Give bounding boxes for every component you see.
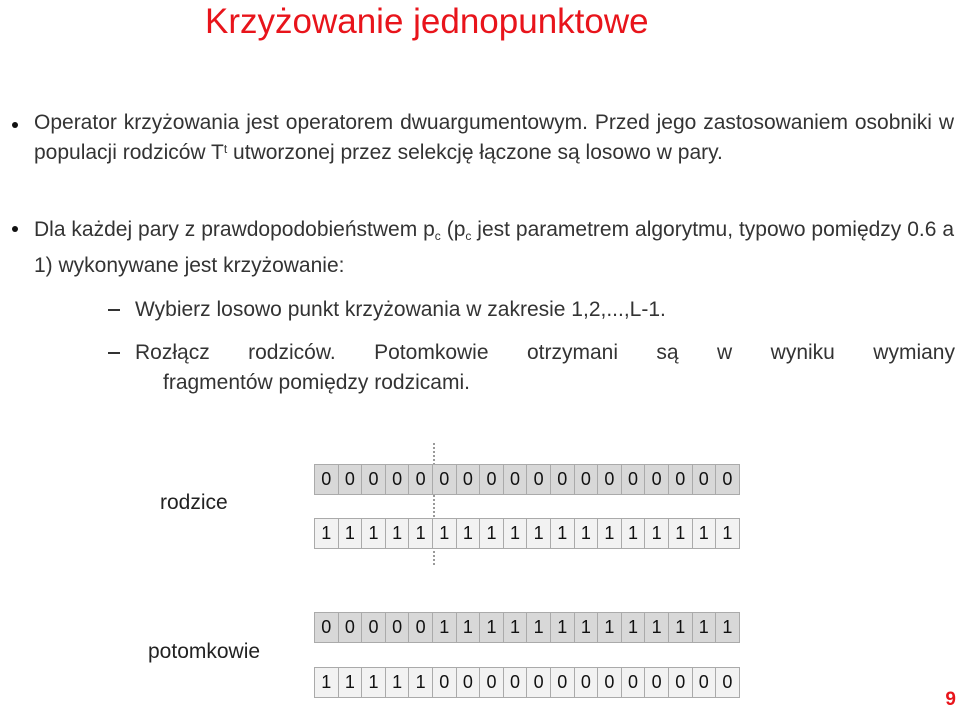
bullet-2-subscript-2: c (465, 229, 472, 243)
child-2-chromosome (314, 667, 740, 698)
gene-cell: 1 (433, 613, 457, 642)
gene-cell: 0 (386, 613, 410, 642)
bullet-1-tail: utworzonej przez selekcję łączone są losowo w pary. (227, 141, 723, 164)
subitem-dash-2 (108, 352, 120, 354)
gene-cell: 1 (386, 519, 410, 548)
gene-cell: 0 (716, 668, 739, 697)
gene-cell: 0 (457, 465, 481, 494)
subitem-dash-1 (108, 309, 120, 311)
gene-cell: 0 (622, 668, 646, 697)
gene-cell: 1 (551, 613, 575, 642)
subitem-1-text: Wybierz losowo punkt krzyżowania w zakresie 1,2,...,L-1. (135, 298, 666, 321)
gene-cell: 0 (645, 465, 669, 494)
gene-cell: 1 (551, 519, 575, 548)
gene-cell: 1 (645, 519, 669, 548)
gene-cell: 0 (409, 465, 433, 494)
gene-cell: 1 (480, 613, 504, 642)
gene-cell: 1 (409, 668, 433, 697)
gene-cell: 1 (386, 668, 410, 697)
gene-cell: 0 (480, 465, 504, 494)
gene-cell: 0 (575, 668, 599, 697)
slide-title: Krzyżowanie jednopunktowe (205, 2, 649, 41)
gene-cell: 1 (339, 519, 363, 548)
gene-cell: 1 (315, 668, 339, 697)
gene-cell: 0 (575, 465, 599, 494)
gene-cell: 0 (433, 668, 457, 697)
gene-cell: 1 (504, 519, 528, 548)
subitem-2-line-2: fragmentów pomiędzy rodzicami. (163, 371, 470, 394)
gene-cell: 0 (716, 465, 739, 494)
gene-cell: 1 (693, 613, 717, 642)
gene-cell: 0 (362, 465, 386, 494)
bullet-dot-1 (12, 122, 18, 128)
gene-cell: 0 (480, 668, 504, 697)
gene-cell: 1 (575, 519, 599, 548)
subitem-2-line-1: Rozłącz rodziców. Potomkowie otrzymani są w wyniku wymiany (135, 341, 955, 364)
gene-cell: 0 (433, 465, 457, 494)
gene-cell: 0 (551, 668, 575, 697)
parent-1-chromosome (314, 464, 740, 495)
gene-cell: 0 (527, 465, 551, 494)
gene-cell: 1 (645, 613, 669, 642)
bullet-2-mid: (p (440, 218, 466, 241)
gene-cell: 1 (480, 519, 504, 548)
gene-cell: 1 (409, 519, 433, 548)
gene-cell: 0 (598, 668, 622, 697)
gene-cell: 1 (457, 519, 481, 548)
gene-cell: 0 (457, 668, 481, 697)
bullet-1-text (34, 108, 954, 168)
bullet-2-text (34, 212, 954, 284)
bullet-dot-2 (12, 226, 18, 232)
bullet-1-main: Operator krzyżowania jest operatorem dwuargumentowym. Przed jego zastosowaniem osobniki w populacji rodziców T (34, 111, 954, 164)
gene-cell: 0 (409, 613, 433, 642)
gene-cell: 1 (362, 519, 386, 548)
gene-cell: 1 (669, 613, 693, 642)
gene-cell: 1 (527, 613, 551, 642)
gene-cell: 1 (575, 613, 599, 642)
children-label: potomkowie (148, 640, 261, 663)
gene-cell: 0 (504, 465, 528, 494)
gene-cell: 0 (669, 668, 693, 697)
gene-cell: 0 (598, 465, 622, 494)
gene-cell: 1 (716, 519, 739, 548)
gene-cell: 0 (339, 465, 363, 494)
bullet-2-pre: Dla każdej pary z prawdopodobieństwem p (34, 218, 435, 241)
gene-cell: 0 (362, 613, 386, 642)
gene-cell: 0 (645, 668, 669, 697)
parents-label: rodzice (160, 491, 228, 514)
gene-cell: 0 (693, 465, 717, 494)
gene-cell: 1 (622, 613, 646, 642)
gene-cell: 1 (716, 613, 739, 642)
gene-cell: 1 (457, 613, 481, 642)
bullet-2-post: jest parametrem algorytmu, typowo pomiędzy 0.6 a 1) wykonywane jest krzyżowanie: (34, 218, 955, 277)
gene-cell: 0 (527, 668, 551, 697)
gene-cell: 1 (669, 519, 693, 548)
gene-cell: 1 (598, 519, 622, 548)
gene-cell: 0 (551, 465, 575, 494)
bullet-1-superscript: t (223, 142, 228, 156)
gene-cell: 0 (622, 465, 646, 494)
gene-cell: 1 (598, 613, 622, 642)
gene-cell: 0 (504, 668, 528, 697)
gene-cell: 1 (504, 613, 528, 642)
gene-cell: 0 (315, 613, 339, 642)
bullet-2-subscript-1: c (434, 229, 441, 243)
gene-cell: 1 (315, 519, 339, 548)
page-number: 9 (945, 689, 956, 710)
gene-cell: 0 (669, 465, 693, 494)
gene-cell: 1 (693, 519, 717, 548)
gene-cell: 0 (693, 668, 717, 697)
gene-cell: 1 (622, 519, 646, 548)
gene-cell: 0 (339, 613, 363, 642)
parent-2-chromosome (314, 518, 740, 549)
child-1-chromosome (314, 612, 740, 643)
subitem-2-text (135, 338, 955, 398)
gene-cell: 0 (386, 465, 410, 494)
gene-cell: 1 (339, 668, 363, 697)
gene-cell: 1 (362, 668, 386, 697)
gene-cell: 1 (433, 519, 457, 548)
gene-cell: 0 (315, 465, 339, 494)
gene-cell: 1 (527, 519, 551, 548)
